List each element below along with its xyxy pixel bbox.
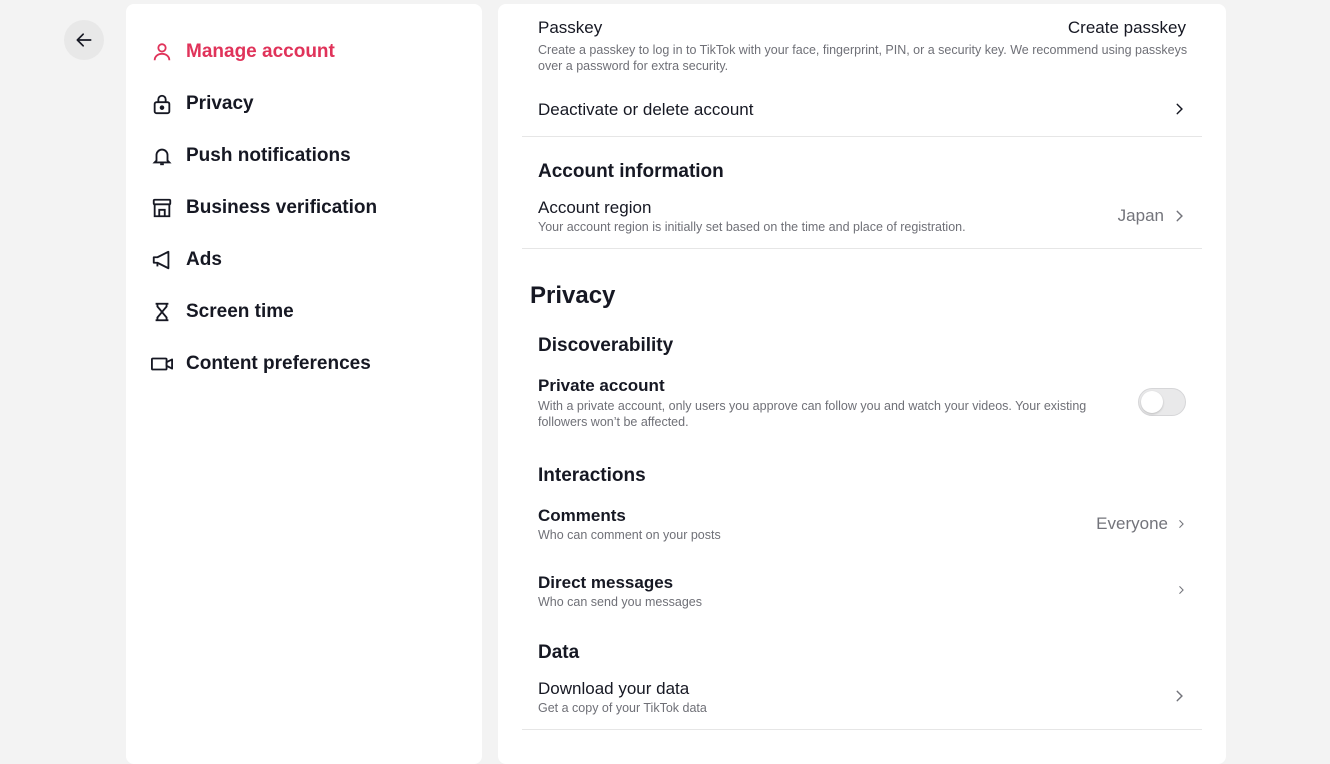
sidebar-item-push-notifications[interactable]: [126, 130, 482, 182]
private-account-row: [538, 376, 1186, 430]
download-data-title: Download your data: [538, 679, 690, 698]
lock-icon: [150, 92, 174, 116]
sidebar-item-screen-time[interactable]: [126, 286, 482, 338]
chevron-right-icon: [1172, 102, 1186, 116]
settings-sidebar: [126, 4, 482, 764]
account-region-description: Your account region is initially set based on the time and place of registration.: [538, 220, 966, 234]
download-data-description: Get a copy of your TikTok data: [538, 701, 707, 715]
bell-icon: [150, 144, 174, 168]
storefront-icon: [150, 196, 174, 220]
hourglass-icon: [150, 300, 174, 324]
discoverability-heading: Discoverability: [538, 335, 674, 356]
sidebar-item-privacy[interactable]: [126, 78, 482, 130]
deactivate-chevron-wrap: [1164, 102, 1186, 116]
private-account-description: With a private account, only users you approve can follow you and watch your videos. Your existing followers won’t be affected.: [538, 399, 1087, 429]
comments-description: Who can comment on your posts: [538, 528, 721, 542]
chevron-right-icon: [1176, 519, 1186, 529]
comments-value: Everyone: [1096, 514, 1168, 533]
download-data-row[interactable]: [538, 679, 1186, 716]
sidebar-item-label: Content preferences: [186, 353, 371, 374]
deactivate-title: Deactivate or delete account: [538, 100, 754, 119]
direct-messages-row[interactable]: [538, 573, 1186, 610]
account-information-heading: Account information: [538, 161, 724, 182]
account-region-row[interactable]: [538, 198, 1186, 235]
data-heading: Data: [538, 642, 580, 663]
back-button[interactable]: [64, 20, 104, 60]
download-data-chevron-wrap: [1164, 689, 1186, 703]
passkey-title: Passkey: [538, 18, 603, 37]
account-region-value: Japan: [1117, 206, 1164, 225]
divider: [522, 729, 1202, 730]
video-camera-icon: [150, 352, 174, 376]
divider: [522, 136, 1202, 137]
divider: [522, 248, 1202, 249]
arrow-left-icon: [74, 30, 94, 50]
passkey-description: Create a passkey to log in to TikTok with your face, fingerprint, PIN, or a security key. We recommend using passkeys over a password for extra security.: [538, 43, 1188, 73]
sidebar-item-ads[interactable]: [126, 234, 482, 286]
deactivate-row[interactable]: [538, 100, 1186, 120]
toggle-knob: [1141, 391, 1163, 413]
sidebar-item-content-preferences[interactable]: [126, 338, 482, 390]
person-icon: [150, 40, 174, 64]
direct-messages-description: Who can send you messages: [538, 595, 702, 609]
passkey-row: [538, 18, 1186, 74]
comments-value-wrap: [1096, 514, 1186, 534]
sidebar-item-manage-account[interactable]: [126, 26, 482, 78]
sidebar-item-label: Ads: [186, 249, 222, 270]
interactions-heading: Interactions: [538, 465, 646, 486]
sidebar-item-label: Push notifications: [186, 145, 351, 166]
account-region-title: Account region: [538, 198, 652, 217]
sidebar-item-label: Business verification: [186, 197, 378, 218]
settings-content: [498, 4, 1226, 764]
private-account-toggle[interactable]: [1138, 388, 1186, 416]
account-region-value-wrap: [1118, 206, 1186, 226]
private-account-title: Private account: [538, 376, 665, 395]
direct-messages-chevron-wrap: [1168, 585, 1186, 595]
chevron-right-icon: [1176, 585, 1186, 595]
comments-row[interactable]: [538, 506, 1186, 543]
sidebar-item-business-verification[interactable]: [126, 182, 482, 234]
sidebar-item-label: Manage account: [186, 41, 335, 62]
megaphone-icon: [150, 248, 174, 272]
direct-messages-title: Direct messages: [538, 573, 674, 592]
chevron-right-icon: [1172, 689, 1186, 703]
comments-title: Comments: [538, 506, 626, 525]
chevron-right-icon: [1172, 209, 1186, 223]
privacy-heading: Privacy: [530, 282, 616, 309]
sidebar-item-label: Privacy: [186, 93, 254, 114]
create-passkey-button[interactable]: Create passkey: [1067, 18, 1186, 37]
sidebar-item-label: Screen time: [186, 301, 294, 322]
